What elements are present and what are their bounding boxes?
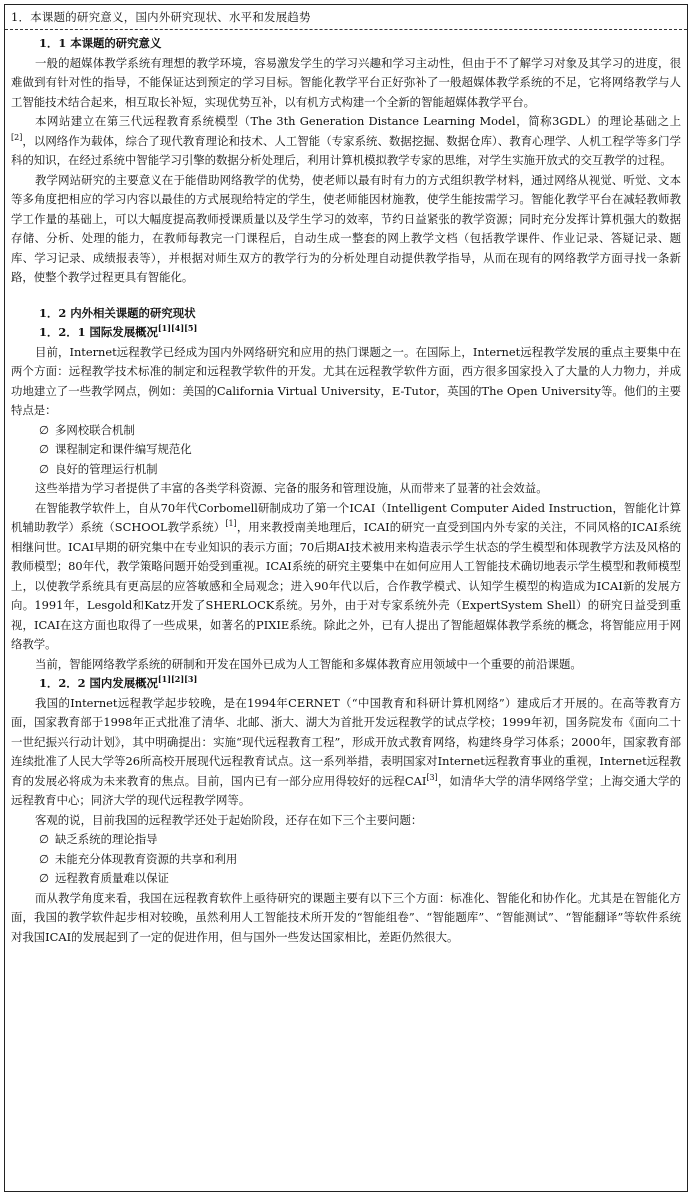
bullet-icon: ∅ [39, 461, 49, 476]
citation: [2] [11, 132, 23, 142]
section-1-2-1-heading: 1．2．1 国际发展概况[1][4][5] [39, 323, 198, 339]
citation: [1][2][3] [157, 674, 198, 685]
section-1-1-paragraph-2: 本网站建立在第三代远程教育系统模型（The 3th Generation Distance Learning Model，简称3GDL）的理论基础之上[2]，以网络作为载体，综合了现代教育理论和技术、人工智能（专家系统、数据挖掘、数据仓库）、教育心理学、人机工程学等多门学科的知识，在经过系统中智能学习引擎的数据分析处理后，利用计算机模拟教学专家的思维，对学生实施开放式的交互教学的过程。 [11, 114, 681, 167]
bullet-icon: ∅ [39, 422, 49, 437]
document-content [5, 30, 687, 947]
document-frame [4, 4, 688, 1192]
section-1-1-heading: 1．1 本课题的研究意义 [39, 36, 162, 50]
bullet-icon: ∅ [39, 851, 49, 866]
section-1-2-1-paragraph-2: 这些举措为学习者提供了丰富的各类学科资源、完备的服务和管理设施，从而带来了显著的社会效益。 [35, 481, 548, 495]
section-1-2-2-heading: 1．2．2 国内发展概况[1][2][3] [39, 674, 198, 690]
section-1-2-2-paragraph-2: 客观的说，目前我国的远程教学还处于起始阶段，还存在如下三个主要问题： [35, 812, 423, 827]
citation: [3] [426, 772, 438, 782]
list-item: ∅ 良好的管理运行机制 [11, 460, 681, 480]
section-1-2-1-paragraph-3: 在智能教学软件上，自从70年代Corbomell研制成功了第一个ICAI（Intelligent Computer Aided Instruction，智能化计算机辅助教学）系统（SCHOOL教学系统）[1]，用来教授南美地理后，ICAI的研究一直受到国内外专家的关注，不同风格的ICAI系统相继问世。ICAI早期的研究集中在专业知识的表示方面；70后期AI技术被用来构造表示学生状态的学生模型和体现教学方法及风格的教师模型；80年代，教学策略问题开始受到重视。ICAI系统的研究主要集中在如何应用人工智能技术确切地表示学生模型和教师模型上，以使教学系统具有更高层的应答敏感和全局观念；进入90年代以后，合作教学模式、认知学生模型的构造成为ICAI新的发展方向。1991年，Lesgold和Katz开发了SHERLOCK系统。另外，由于对专家系统外壳（ExpertSystem Shell）的研究日益受到重视，ICAI在这方面也取得了一些成果，如著名的PIXIE系统。除此之外，已有人提出了智能超媒体教学系统的概念，将智能应用于网络教学。 [11, 500, 681, 651]
bullet-icon: ∅ [39, 832, 49, 846]
list-item: ∅ 远程教育质量难以保证 [11, 869, 681, 889]
bullet-icon: ∅ [39, 871, 49, 885]
section-1-2-heading: 1．2 内外相关课题的研究现状 [39, 305, 196, 320]
list-item: ∅ 未能充分体现教育资源的共享和利用 [11, 850, 681, 870]
section-1-2-1-paragraph-4: 当前，智能网络教学系统的研制和开发在国外已成为人工智能和多媒体教育应用领域中一个重要的前沿课题。 [35, 656, 582, 671]
list-item: ∅ 缺乏系统的理论指导 [11, 830, 681, 850]
document-title: 1．本课题的研究意义，国内外研究现状、水平和发展趋势 [5, 5, 687, 30]
section-1-2-1-paragraph-1: 目前，Internet远程教学已经成为国内外网络研究和应用的热门课题之一。在国际上，Internet远程教学发展的重点主要集中在两个方面：远程教学技术标准的制定和远程教学软件的开发。尤其在远程教学软件方面，西方很多国家投入了大量的人力物力，并成功地建立了一些教学网点，例如：美国的California Virtual University，E-Tutor，英国的The Open University等。他们的主要特点是： [11, 344, 681, 417]
section-1-1-paragraph-1: 一般的超媒体教学系统有理想的教学环境，容易激发学生的学习兴趣和学习主动性，但由于不了解学习对象及其学习的进度，很难做到有针对性的指导，不能保证达到预定的学习目标。智能化教学平台正好弥补了一般超媒体教学系统的不足，它将网络教学与人工智能技术结合起来，相互取长补短，实现优势互补，以有机方式构建一个全新的智能超媒体教学平台。 [11, 55, 681, 109]
section-1-2-2-paragraph-3: 而从教学角度来看，我国在远程教育软件上亟待研究的课题主要有以下三个方面：标准化、智能化和协作化。尤其是在智能化方面，我国的教学软件起步相对较晚，虽然利用人工智能技术所开发的“智能组卷”、“智能题库”、“智能测试”、“智能翻译”等软件系统对我国ICAI的发展起到了一定的促进作用，但与国外一些发达国家相比，差距仍然很大。 [11, 890, 681, 944]
bullet-icon: ∅ [39, 442, 49, 456]
section-1-2-2-paragraph-1: 我国的Internet远程教学起步较晚，是在1994年CERNET（“中国教育和科研计算机网络”）建成后才开展的。在高等教育方面，国家教育部于1998年正式批准了清华、北邮、浙大、湖大为首批开发远程教学的试点学校；1999年初，国务院发布《面向二十一世纪振兴行动计划》，其中明确提出：实施“现代远程教育工程”，形成开放式教育网络，构建终身学习体系；2000年，国家教育部连续批准了人民大学等26所高校开展现代远程教育试点。这一系列举措，表明国家对Internet远程教育事业的重视，Internet远程教育的发展必将成为未来教育的焦点。目前，国内已有一部分应用得较好的远程CAI[3]，如清华大学的清华网络学堂；上海交通大学的远程教育中心；同济大学的现代远程教学网等。 [11, 695, 681, 807]
list-item: ∅ 课程制定和课件编写规范化 [11, 440, 681, 460]
list-item: ∅ 多网校联合机制 [11, 421, 681, 441]
citation: [1][4][5] [157, 323, 198, 334]
citation: [1] [225, 519, 237, 529]
section-1-1-paragraph-3: 教学网站研究的主要意义在于能借助网络教学的优势，使老师以最有时有力的方式组织教学材料，通过网络从视觉、听觉、文本等多角度把相应的学习内容以最佳的方式展现给特定的学生，使老师能因材施教，使学生能按需学习。智能化教学平台在减轻教师教学工作量的基础上，可以大幅度提高教师授课质量以及学生学习的效率，节约日益紧张的教学资源；同时充分发挥计算机强大的数据存储、分析、处理的能力，在教师每教完一门课程后，自动生成一整套的网上教学文档（包括教学课件、作业记录、答疑记录、题库、学习记录、成绩报表等），并根据对师生双方的教学行为的分析处理自动提供教学指导，从而在现有的网络教学方面寻找一条新路，使整个教学过程更具有智能化。 [11, 172, 681, 284]
